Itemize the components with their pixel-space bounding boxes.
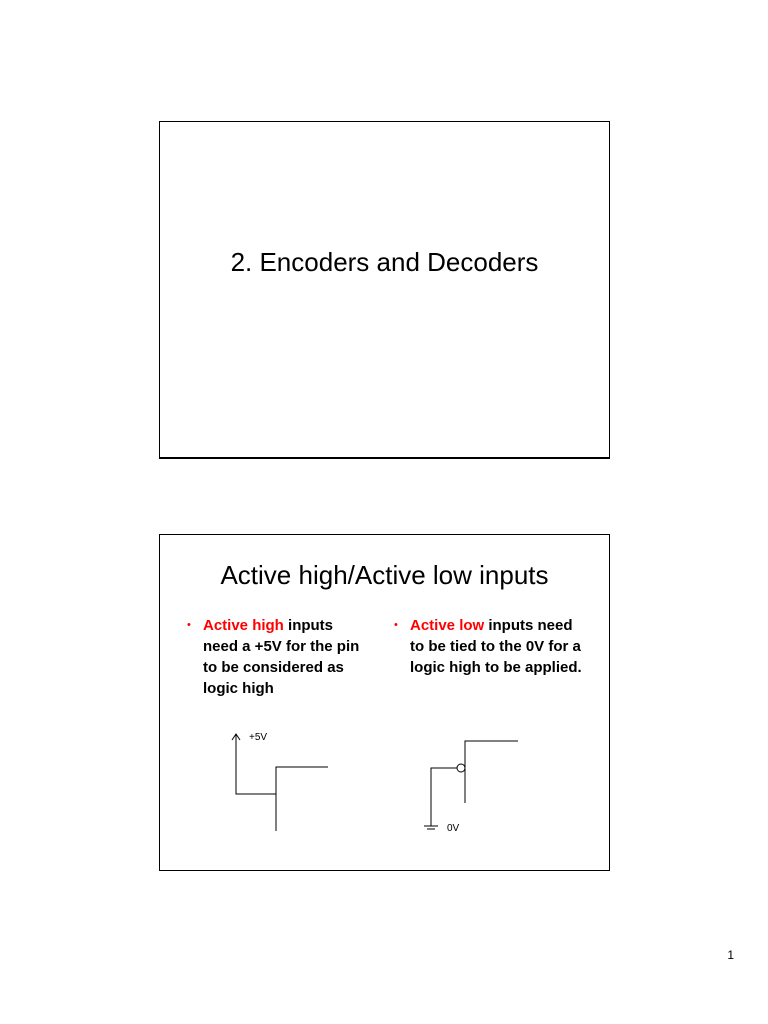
bullet-dot-icon: •: [187, 619, 191, 631]
active-inputs-diagram: [160, 535, 611, 872]
slide-2-title: Active high/Active low inputs: [220, 560, 549, 590]
bullet-dot-icon: •: [394, 619, 398, 631]
active-low-ground-wire: [431, 768, 457, 826]
inversion-bubble-icon: [457, 764, 465, 772]
slide-1-title: 2. Encoders and Decoders: [230, 247, 539, 277]
active-low-highlight: Active low: [410, 617, 485, 634]
zero-volt-label: 0V: [447, 823, 460, 834]
plus-5v-label: +5V: [249, 732, 268, 743]
active-low-description: inputs need to be tied to the 0V for a logic high to be applied.: [410, 617, 582, 676]
active-low-circuit: [424, 741, 518, 829]
slide-encoders-decoders: [159, 121, 610, 459]
active-high-supply-wire: [236, 735, 276, 794]
active-low-pin: [465, 741, 518, 803]
active-high-circuit: [232, 734, 328, 831]
active-high-pin: [276, 767, 328, 831]
page-number: 1: [727, 948, 734, 962]
active-high-description: inputs need a +5V for the pin to be considered as logic high: [203, 617, 360, 697]
slide-active-inputs: [159, 534, 610, 871]
active-high-highlight: Active high: [203, 617, 284, 634]
